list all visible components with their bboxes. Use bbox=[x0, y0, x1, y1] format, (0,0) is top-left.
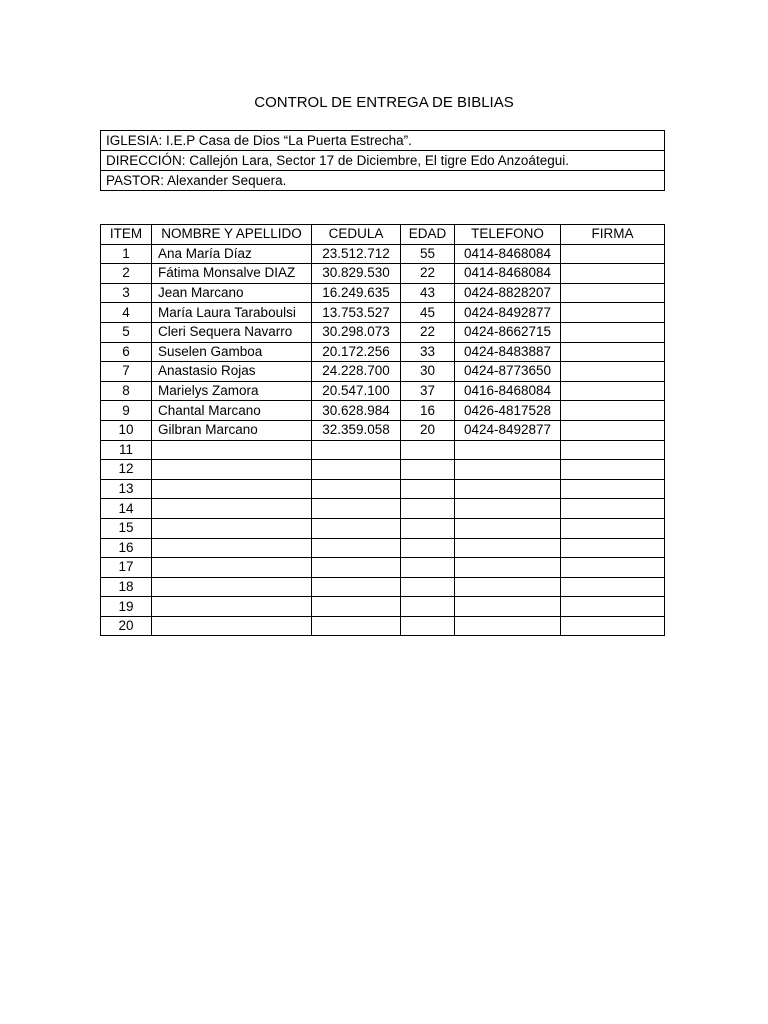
table-row bbox=[101, 479, 665, 499]
cell-telefono: 0426-4817528 bbox=[455, 401, 561, 421]
cell-firma bbox=[561, 401, 665, 421]
cell-nombre bbox=[152, 479, 312, 499]
cell-edad: 22 bbox=[401, 264, 455, 284]
cell-edad bbox=[401, 597, 455, 617]
cell-edad bbox=[401, 460, 455, 480]
cell-cedula: 13.753.527 bbox=[312, 303, 401, 323]
cell-telefono bbox=[455, 460, 561, 480]
cell-firma bbox=[561, 244, 665, 264]
cell-item: 6 bbox=[101, 342, 152, 362]
cell-edad bbox=[401, 499, 455, 519]
cell-cedula: 16.249.635 bbox=[312, 283, 401, 303]
cell-cedula: 32.359.058 bbox=[312, 420, 401, 440]
table-row bbox=[101, 420, 665, 440]
cell-telefono: 0414-8468084 bbox=[455, 264, 561, 284]
cell-cedula bbox=[312, 597, 401, 617]
header-telefono: TELEFONO bbox=[455, 225, 561, 245]
cell-nombre: María Laura Taraboulsi bbox=[152, 303, 312, 323]
table-row bbox=[101, 499, 665, 519]
cell-item: 5 bbox=[101, 322, 152, 342]
cell-telefono: 0424-8662715 bbox=[455, 322, 561, 342]
header-nombre: NOMBRE Y APELLIDO bbox=[152, 225, 312, 245]
table-row bbox=[101, 381, 665, 401]
cell-nombre: Ana María Díaz bbox=[152, 244, 312, 264]
table-row bbox=[101, 518, 665, 538]
cell-nombre: Jean Marcano bbox=[152, 283, 312, 303]
cell-telefono bbox=[455, 597, 561, 617]
church-info-table bbox=[100, 130, 665, 191]
cell-firma bbox=[561, 283, 665, 303]
header-firma: FIRMA bbox=[561, 225, 665, 245]
cell-item: 12 bbox=[101, 460, 152, 480]
table-row bbox=[101, 616, 665, 636]
cell-nombre bbox=[152, 597, 312, 617]
cell-item: 14 bbox=[101, 499, 152, 519]
cell-item: 1 bbox=[101, 244, 152, 264]
cell-cedula bbox=[312, 499, 401, 519]
cell-firma bbox=[561, 342, 665, 362]
cell-nombre: Chantal Marcano bbox=[152, 401, 312, 421]
bible-delivery-table bbox=[100, 224, 665, 636]
table-row bbox=[101, 440, 665, 460]
cell-cedula bbox=[312, 518, 401, 538]
header-item: ITEM bbox=[101, 225, 152, 245]
cell-item: 20 bbox=[101, 616, 152, 636]
table-header-row bbox=[101, 225, 665, 245]
cell-telefono: 0424-8773650 bbox=[455, 362, 561, 382]
cell-telefono bbox=[455, 558, 561, 578]
table-row bbox=[101, 303, 665, 323]
cell-edad bbox=[401, 538, 455, 558]
cell-item: 16 bbox=[101, 538, 152, 558]
table-row bbox=[101, 244, 665, 264]
cell-nombre bbox=[152, 558, 312, 578]
cell-firma bbox=[561, 303, 665, 323]
cell-telefono: 0416-8468084 bbox=[455, 381, 561, 401]
cell-cedula bbox=[312, 479, 401, 499]
iglesia-text: IGLESIA: I.E.P Casa de Dios “La Puerta Estrecha”. bbox=[101, 131, 665, 151]
cell-edad bbox=[401, 518, 455, 538]
cell-item: 11 bbox=[101, 440, 152, 460]
cell-firma bbox=[561, 362, 665, 382]
cell-telefono: 0424-8492877 bbox=[455, 303, 561, 323]
cell-nombre bbox=[152, 460, 312, 480]
cell-edad bbox=[401, 479, 455, 499]
cell-nombre: Anastasio Rojas bbox=[152, 362, 312, 382]
cell-firma bbox=[561, 264, 665, 284]
cell-edad bbox=[401, 616, 455, 636]
cell-firma bbox=[561, 381, 665, 401]
header-cedula: CEDULA bbox=[312, 225, 401, 245]
cell-nombre: Fátima Monsalve DIAZ bbox=[152, 264, 312, 284]
cell-cedula bbox=[312, 460, 401, 480]
cell-nombre bbox=[152, 577, 312, 597]
page-title: CONTROL DE ENTREGA DE BIBLIAS bbox=[254, 94, 514, 111]
cell-edad bbox=[401, 440, 455, 460]
header-edad: EDAD bbox=[401, 225, 455, 245]
cell-firma bbox=[561, 538, 665, 558]
cell-nombre: Cleri Sequera Navarro bbox=[152, 322, 312, 342]
cell-firma bbox=[561, 440, 665, 460]
table-row bbox=[101, 283, 665, 303]
cell-edad: 20 bbox=[401, 420, 455, 440]
cell-nombre bbox=[152, 616, 312, 636]
cell-edad: 43 bbox=[401, 283, 455, 303]
cell-firma bbox=[561, 616, 665, 636]
cell-cedula bbox=[312, 577, 401, 597]
cell-edad: 45 bbox=[401, 303, 455, 323]
cell-cedula: 20.172.256 bbox=[312, 342, 401, 362]
info-row-iglesia bbox=[101, 131, 665, 151]
cell-nombre bbox=[152, 440, 312, 460]
cell-edad: 37 bbox=[401, 381, 455, 401]
cell-item: 10 bbox=[101, 420, 152, 440]
cell-edad bbox=[401, 558, 455, 578]
cell-firma bbox=[561, 499, 665, 519]
cell-item: 15 bbox=[101, 518, 152, 538]
cell-telefono: 0424-8483887 bbox=[455, 342, 561, 362]
cell-cedula: 30.628.984 bbox=[312, 401, 401, 421]
cell-nombre: Marielys Zamora bbox=[152, 381, 312, 401]
cell-telefono bbox=[455, 616, 561, 636]
cell-firma bbox=[561, 597, 665, 617]
cell-firma bbox=[561, 420, 665, 440]
cell-edad: 33 bbox=[401, 342, 455, 362]
cell-edad: 30 bbox=[401, 362, 455, 382]
cell-item: 4 bbox=[101, 303, 152, 323]
cell-edad: 22 bbox=[401, 322, 455, 342]
cell-firma bbox=[561, 460, 665, 480]
cell-cedula: 23.512.712 bbox=[312, 244, 401, 264]
cell-item: 8 bbox=[101, 381, 152, 401]
info-row-direccion bbox=[101, 151, 665, 171]
cell-cedula: 20.547.100 bbox=[312, 381, 401, 401]
cell-telefono: 0424-8828207 bbox=[455, 283, 561, 303]
cell-item: 7 bbox=[101, 362, 152, 382]
direccion-text: DIRECCIÓN: Callejón Lara, Sector 17 de Diciembre, El tigre Edo Anzoátegui. bbox=[101, 151, 665, 171]
table-row bbox=[101, 322, 665, 342]
cell-edad: 16 bbox=[401, 401, 455, 421]
table-row bbox=[101, 558, 665, 578]
info-row-pastor bbox=[101, 171, 665, 191]
table-row bbox=[101, 362, 665, 382]
cell-item: 3 bbox=[101, 283, 152, 303]
table-row bbox=[101, 577, 665, 597]
cell-nombre bbox=[152, 499, 312, 519]
cell-nombre bbox=[152, 538, 312, 558]
cell-cedula bbox=[312, 440, 401, 460]
cell-cedula: 30.298.073 bbox=[312, 322, 401, 342]
table-row bbox=[101, 460, 665, 480]
cell-item: 13 bbox=[101, 479, 152, 499]
cell-item: 17 bbox=[101, 558, 152, 578]
cell-telefono bbox=[455, 577, 561, 597]
cell-edad bbox=[401, 577, 455, 597]
table-row bbox=[101, 264, 665, 284]
cell-telefono: 0414-8468084 bbox=[455, 244, 561, 264]
cell-firma bbox=[561, 558, 665, 578]
cell-item: 19 bbox=[101, 597, 152, 617]
cell-cedula bbox=[312, 558, 401, 578]
cell-firma bbox=[561, 518, 665, 538]
cell-nombre: Gilbran Marcano bbox=[152, 420, 312, 440]
cell-nombre: Suselen Gamboa bbox=[152, 342, 312, 362]
cell-item: 18 bbox=[101, 577, 152, 597]
cell-telefono bbox=[455, 518, 561, 538]
cell-cedula bbox=[312, 538, 401, 558]
pastor-text: PASTOR: Alexander Sequera. bbox=[101, 171, 665, 191]
table-row bbox=[101, 597, 665, 617]
cell-telefono bbox=[455, 440, 561, 460]
cell-cedula: 30.829.530 bbox=[312, 264, 401, 284]
table-row bbox=[101, 538, 665, 558]
table-row bbox=[101, 342, 665, 362]
table-body bbox=[101, 244, 665, 636]
cell-telefono bbox=[455, 538, 561, 558]
cell-edad: 55 bbox=[401, 244, 455, 264]
cell-firma bbox=[561, 577, 665, 597]
cell-telefono: 0424-8492877 bbox=[455, 420, 561, 440]
cell-firma bbox=[561, 479, 665, 499]
cell-telefono bbox=[455, 499, 561, 519]
cell-firma bbox=[561, 322, 665, 342]
cell-nombre bbox=[152, 518, 312, 538]
cell-item: 2 bbox=[101, 264, 152, 284]
cell-telefono bbox=[455, 479, 561, 499]
cell-cedula: 24.228.700 bbox=[312, 362, 401, 382]
cell-cedula bbox=[312, 616, 401, 636]
cell-item: 9 bbox=[101, 401, 152, 421]
table-row bbox=[101, 401, 665, 421]
